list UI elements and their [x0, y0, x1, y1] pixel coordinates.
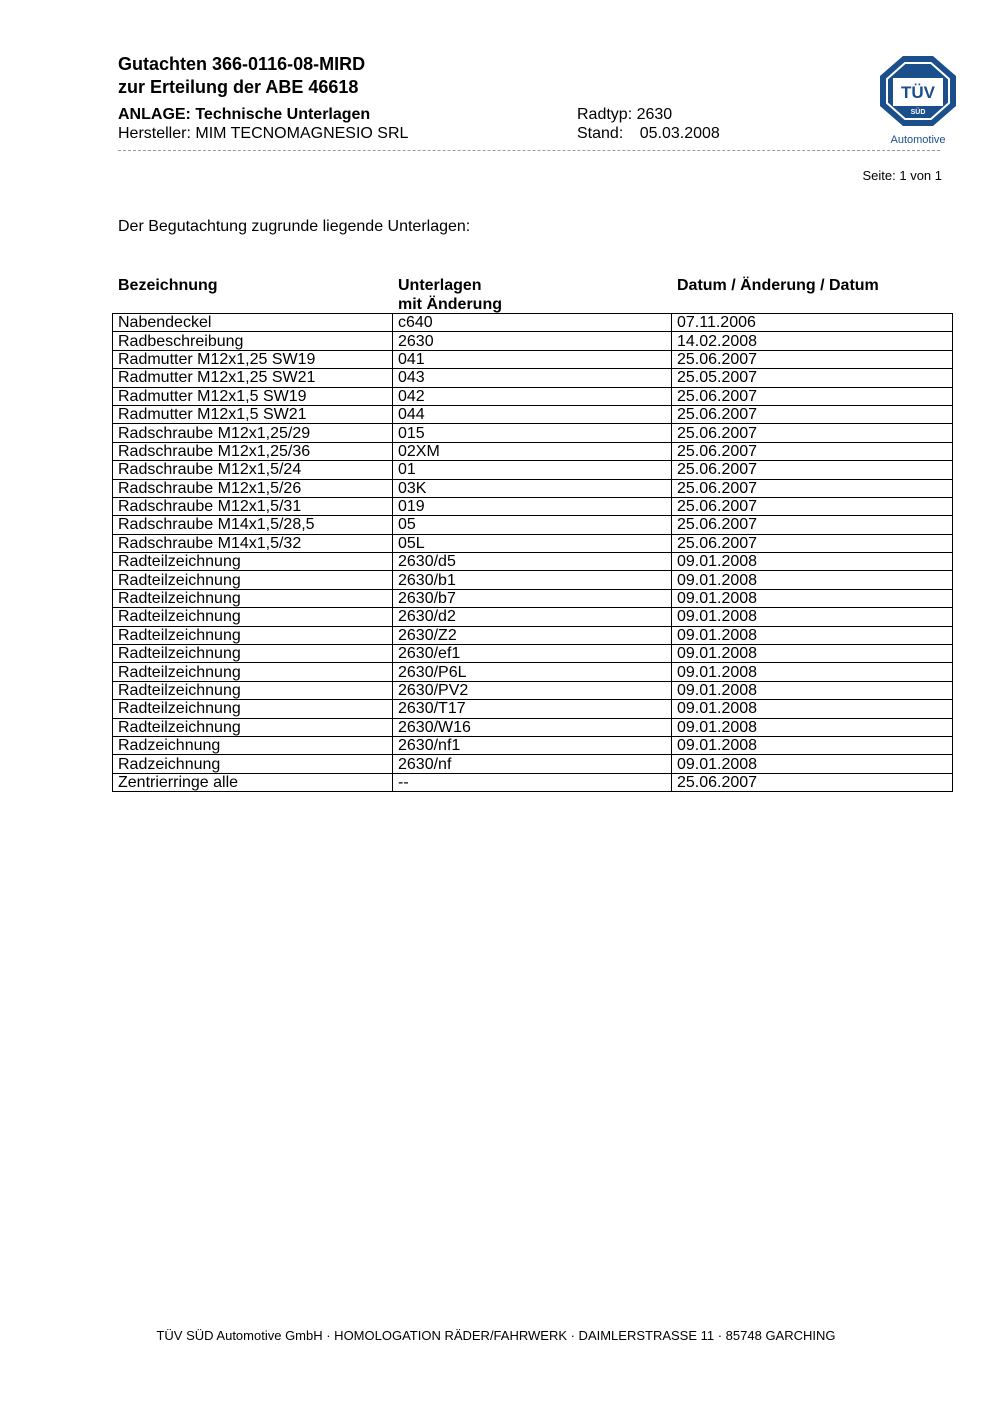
cell-bezeichnung: Radschraube M12x1,5/26 [113, 479, 393, 497]
cell-datum: 25.06.2007 [672, 461, 953, 479]
logo-caption: Automotive [890, 134, 946, 146]
cell-bezeichnung: Radschraube M14x1,5/28,5 [113, 516, 393, 534]
table-row [113, 626, 953, 644]
cell-datum: 25.06.2007 [672, 516, 953, 534]
cell-datum: 25.06.2007 [672, 497, 953, 515]
table-row [113, 553, 953, 571]
cell-bezeichnung: Radmutter M12x1,5 SW21 [113, 405, 393, 423]
page-footer: TÜV SÜD Automotive GmbH · HOMOLOGATION RÄDER/FAHRWERK · DAIMLERSTRASSE 11 · 85748 GARCHING [156, 1328, 836, 1343]
cell-datum: 25.06.2007 [672, 405, 953, 423]
cell-bezeichnung: Radteilzeichnung [113, 718, 393, 736]
table-row [113, 479, 953, 497]
cell-datum: 09.01.2008 [672, 736, 953, 754]
cell-datum: 25.06.2007 [672, 442, 953, 460]
cell-datum: 09.01.2008 [672, 663, 953, 681]
cell-bezeichnung: Radteilzeichnung [113, 589, 393, 607]
cell-unterlagen: 2630/nf [393, 755, 672, 773]
table-row [113, 314, 953, 332]
table-row [113, 608, 953, 626]
cell-bezeichnung: Radschraube M12x1,5/24 [113, 461, 393, 479]
cell-bezeichnung: Radteilzeichnung [113, 700, 393, 718]
cell-bezeichnung: Radteilzeichnung [113, 626, 393, 644]
column-header-unterlagen-line1: Unterlagen [398, 277, 482, 294]
table-row [113, 589, 953, 607]
table-row [113, 442, 953, 460]
column-header-unterlagen-line2: mit Änderung [398, 296, 502, 313]
cell-datum: 25.06.2007 [672, 350, 953, 368]
table-row [113, 369, 953, 387]
table-row [113, 516, 953, 534]
cell-unterlagen: 05 [393, 516, 672, 534]
table-row [113, 424, 953, 442]
radtyp-label: Radtyp: [577, 106, 633, 123]
cell-datum: 09.01.2008 [672, 755, 953, 773]
cell-unterlagen: 05L [393, 534, 672, 552]
cell-datum: 09.01.2008 [672, 571, 953, 589]
cell-datum: 25.06.2007 [672, 424, 953, 442]
cell-datum: 09.01.2008 [672, 700, 953, 718]
cell-datum: 07.11.2006 [672, 314, 953, 332]
cell-unterlagen: 2630/P6L [393, 663, 672, 681]
anlage-label: ANLAGE: [118, 106, 191, 123]
cell-bezeichnung: Radteilzeichnung [113, 681, 393, 699]
logo-brand-main: TÜV [901, 83, 935, 102]
cell-datum: 09.01.2008 [672, 608, 953, 626]
cell-unterlagen: 043 [393, 369, 672, 387]
table-row [113, 387, 953, 405]
cell-bezeichnung: Radmutter M12x1,5 SW19 [113, 387, 393, 405]
cell-bezeichnung: Radteilzeichnung [113, 571, 393, 589]
cell-datum: 25.06.2007 [672, 773, 953, 791]
cell-bezeichnung: Radschraube M14x1,5/32 [113, 534, 393, 552]
anlage-line [118, 105, 370, 124]
cell-unterlagen: 2630/nf1 [393, 736, 672, 754]
cell-datum: 09.01.2008 [672, 681, 953, 699]
anlage-value: Technische Unterlagen [195, 106, 371, 123]
cell-datum: 25.06.2007 [672, 479, 953, 497]
table-row [113, 773, 953, 791]
tuv-octagon-icon [876, 54, 960, 132]
cell-unterlagen: 01 [393, 461, 672, 479]
cell-bezeichnung: Radschraube M12x1,25/29 [113, 424, 393, 442]
cell-bezeichnung: Nabendeckel [113, 314, 393, 332]
table-row [113, 736, 953, 754]
documents-table [112, 313, 953, 792]
cell-unterlagen: -- [393, 773, 672, 791]
column-header-datum: Datum / Änderung / Datum [677, 277, 879, 294]
cell-unterlagen: 2630 [393, 332, 672, 350]
cell-unterlagen: 041 [393, 350, 672, 368]
document-subtitle: zur Erteilung der ABE 46618 [118, 77, 359, 97]
cell-unterlagen: 02XM [393, 442, 672, 460]
cell-unterlagen: 2630/b7 [393, 589, 672, 607]
column-header-unterlagen [398, 276, 502, 314]
column-header-bezeichnung: Bezeichnung [118, 277, 218, 294]
cell-bezeichnung: Radteilzeichnung [113, 645, 393, 663]
cell-unterlagen: 2630/W16 [393, 718, 672, 736]
hersteller-label: Hersteller: [118, 125, 191, 142]
cell-datum: 09.01.2008 [672, 645, 953, 663]
table-row [113, 755, 953, 773]
hersteller-line [118, 124, 408, 143]
stand-value: 05.03.2008 [639, 125, 720, 142]
cell-unterlagen: 042 [393, 387, 672, 405]
table-row [113, 534, 953, 552]
intro-text: Der Begutachtung zugrunde liegende Unterlagen: [118, 218, 471, 235]
cell-unterlagen: 019 [393, 497, 672, 515]
cell-unterlagen: c640 [393, 314, 672, 332]
cell-datum: 14.02.2008 [672, 332, 953, 350]
table-row [113, 681, 953, 699]
radtyp-line [577, 105, 672, 124]
document-title: Gutachten 366-0116-08-MIRD [118, 54, 366, 74]
cell-bezeichnung: Radbeschreibung [113, 332, 393, 350]
cell-datum: 09.01.2008 [672, 553, 953, 571]
table-row [113, 571, 953, 589]
cell-unterlagen: 2630/d5 [393, 553, 672, 571]
table-row [113, 663, 953, 681]
cell-bezeichnung: Radschraube M12x1,5/31 [113, 497, 393, 515]
table-row [113, 497, 953, 515]
cell-unterlagen: 03K [393, 479, 672, 497]
table-row [113, 718, 953, 736]
page-number: Seite: 1 von 1 [862, 168, 942, 183]
table-row [113, 700, 953, 718]
cell-datum: 09.01.2008 [672, 589, 953, 607]
cell-bezeichnung: Radmutter M12x1,25 SW21 [113, 369, 393, 387]
table-row [113, 461, 953, 479]
cell-bezeichnung: Radmutter M12x1,25 SW19 [113, 350, 393, 368]
cell-bezeichnung: Radzeichnung [113, 736, 393, 754]
cell-bezeichnung: Radteilzeichnung [113, 553, 393, 571]
stand-line [577, 124, 720, 143]
cell-bezeichnung: Radzeichnung [113, 755, 393, 773]
cell-unterlagen: 2630/Z2 [393, 626, 672, 644]
header-divider [118, 150, 940, 151]
radtyp-value: 2630 [636, 106, 673, 123]
cell-unterlagen: 2630/T17 [393, 700, 672, 718]
cell-datum: 25.06.2007 [672, 534, 953, 552]
cell-bezeichnung: Radteilzeichnung [113, 608, 393, 626]
stand-label: Stand: [577, 125, 624, 142]
hersteller-value: MIM TECNOMAGNESIO SRL [195, 125, 409, 142]
cell-datum: 09.01.2008 [672, 718, 953, 736]
cell-unterlagen: 2630/d2 [393, 608, 672, 626]
cell-unterlagen: 044 [393, 405, 672, 423]
table-row [113, 332, 953, 350]
cell-unterlagen: 2630/PV2 [393, 681, 672, 699]
table-row [113, 350, 953, 368]
cell-unterlagen: 2630/ef1 [393, 645, 672, 663]
cell-datum: 09.01.2008 [672, 626, 953, 644]
tuv-sud-logo [876, 54, 960, 150]
logo-brand-sub: SÜD [910, 109, 926, 116]
table-row [113, 405, 953, 423]
documents-table-body [113, 314, 953, 792]
cell-bezeichnung: Zentrierringe alle [113, 773, 393, 791]
cell-datum: 25.06.2007 [672, 387, 953, 405]
cell-datum: 25.05.2007 [672, 369, 953, 387]
cell-unterlagen: 015 [393, 424, 672, 442]
table-row [113, 645, 953, 663]
cell-unterlagen: 2630/b1 [393, 571, 672, 589]
cell-bezeichnung: Radschraube M12x1,25/36 [113, 442, 393, 460]
cell-bezeichnung: Radteilzeichnung [113, 663, 393, 681]
